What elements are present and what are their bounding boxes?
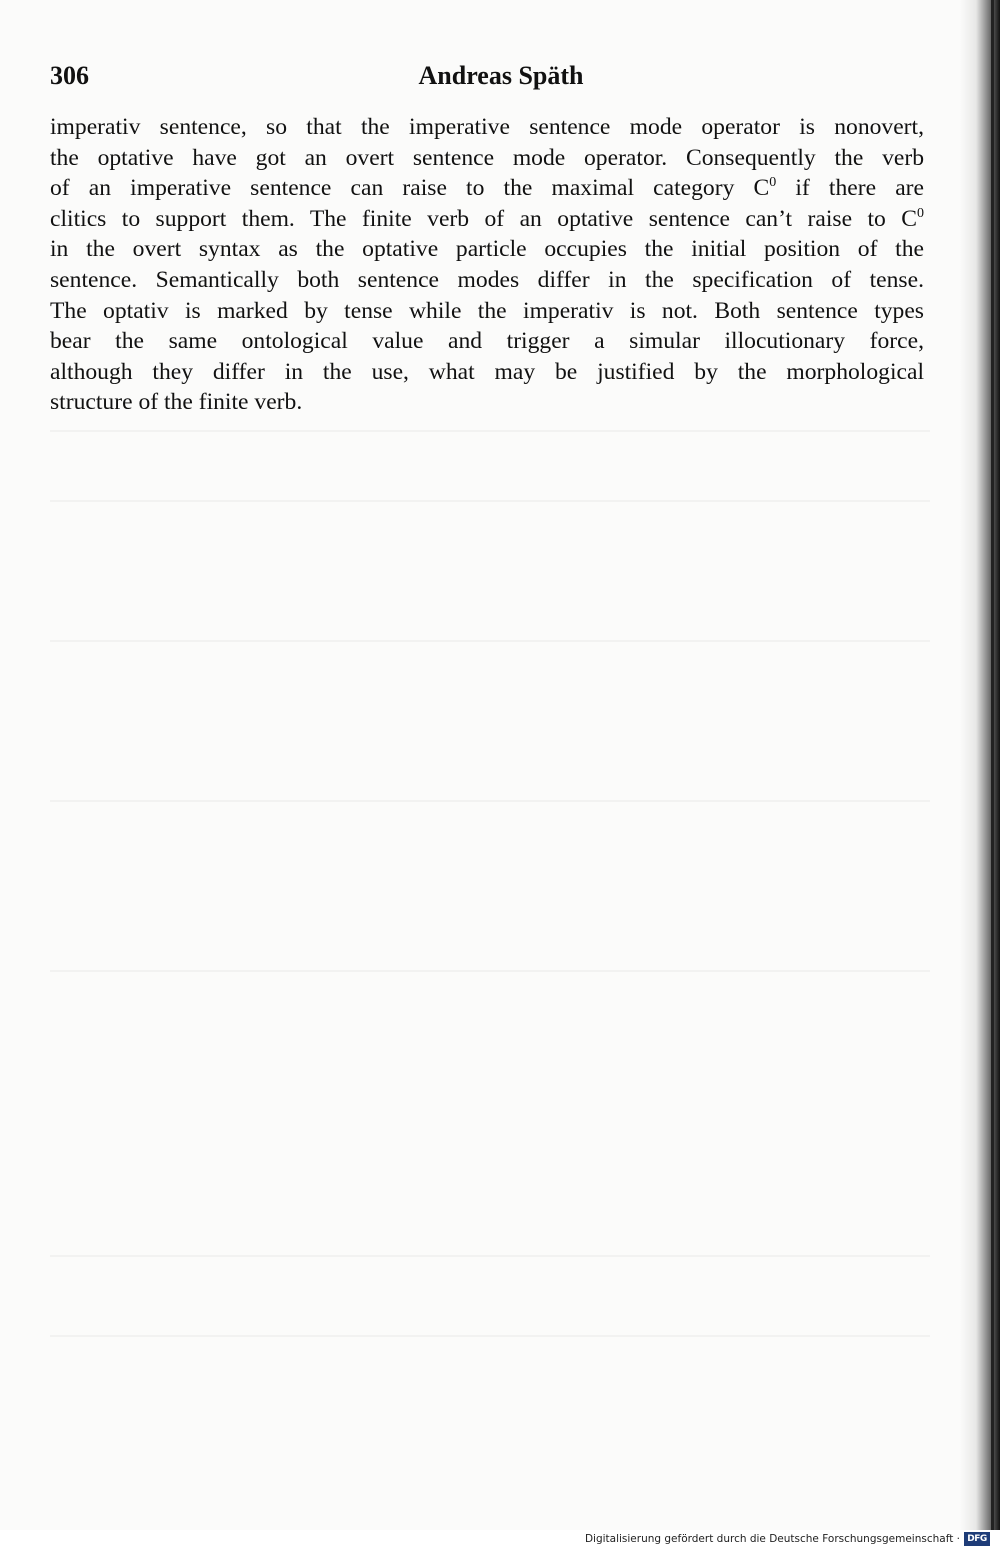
show-through-line	[50, 1255, 930, 1257]
running-head: Andreas Späth	[418, 61, 584, 90]
text-line: bear the same ontological value and trigger a simular illocutionary force,	[50, 328, 924, 355]
binding-edge	[991, 0, 994, 1530]
show-through-line	[50, 800, 930, 802]
text-line-part: if there are	[776, 175, 924, 202]
text-line: in the overt syntax as the optative particle occupies the initial position of the	[50, 236, 924, 263]
text-line	[50, 173, 924, 204]
text-line: although they differ in the use, what may be justified by the morphological	[50, 358, 924, 385]
superscript-zero: 0	[769, 175, 777, 191]
superscript-zero: 0	[917, 205, 924, 221]
body-paragraph	[50, 112, 924, 418]
text-line: The optativ is marked by tense while the imperativ is not. Both sentence types	[50, 297, 924, 324]
text-line-part: clitics to support them. The finite verb of an optative sentence can’t raise to C	[50, 205, 917, 232]
binding-shadow	[960, 0, 1000, 1530]
show-through-line	[50, 500, 930, 502]
footer-credit: Digitalisierung gefördert durch die Deutsche Forschungsgemeinschaft ·	[584, 1533, 960, 1545]
show-through-line	[50, 430, 930, 432]
digitization-footer	[0, 1530, 1000, 1549]
text-line	[50, 204, 924, 235]
text-line: the optative have got an overt sentence mode operator. Consequently the verb	[50, 144, 924, 171]
text-line: structure of the finite verb.	[50, 389, 303, 416]
text-line: imperativ sentence, so that the imperative sentence mode operator is nonovert,	[50, 114, 924, 140]
show-through-line	[50, 640, 930, 642]
page-number: 306	[50, 61, 89, 90]
show-through-line	[50, 1335, 930, 1337]
text-line: sentence. Semantically both sentence modes differ in the specification of tense.	[50, 266, 924, 293]
text-line-part: of an imperative sentence can raise to the maximal category C	[50, 175, 770, 202]
page-header	[50, 58, 922, 94]
dfg-logo-icon: DFG	[964, 1532, 990, 1546]
show-through-line	[50, 970, 930, 972]
